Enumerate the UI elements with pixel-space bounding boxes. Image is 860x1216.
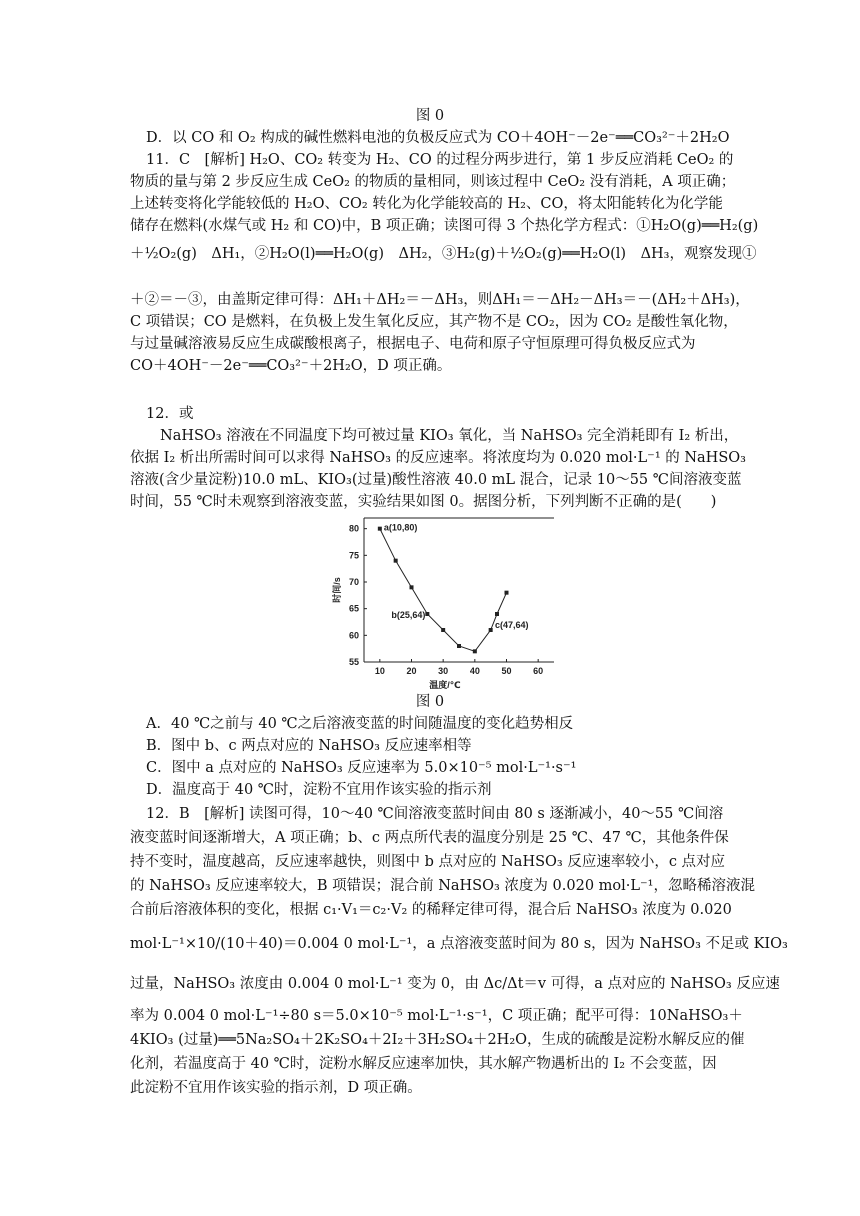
chart-svg (330, 512, 560, 692)
q12-answer-line: 的 NaHSO₃ 反应速率较大，B 项错误；混合前 NaHSO₃ 浓度为 0.020 mol·L⁻¹，忽略稀溶液混 (130, 878, 755, 894)
option-d: D．温度高于 40 ℃时，淀粉不宜用作该实验的指示剂 (146, 782, 492, 798)
point-annotation: c(47,64) (495, 620, 529, 630)
q12-answer-line: 合前后溶液体积的变化，根据 c₁·V₁＝c₂·V₂ 的稀释定律可得，混合后 NaHSO₃ 浓度为 0.020 (130, 902, 732, 918)
y-tick-label: 80 (348, 523, 359, 534)
y-tick-label: 55 (348, 657, 359, 667)
data-point (489, 628, 493, 632)
y-tick-label: 70 (348, 577, 359, 587)
q12-answer-line: 持不变时，温度越高，反应速率越快，则图中 b 点对应的 NaHSO₃ 反应速率较小，c 点对应 (130, 854, 726, 870)
q11-line: ＋½O₂(g) ΔH₁，②H₂O(l)══H₂O(g) ΔH₂，③H₂(g)＋½O₂(g)══H₂O(l) ΔH₃，观察发现① (130, 246, 757, 262)
q12-answer-line: 化剂，若温度高于 40 ℃时，淀粉水解反应速率加快，其水解产物遇析出的 I₂ 不会变蓝，因 (130, 1056, 717, 1072)
y-tick-label: 65 (348, 603, 359, 614)
option-a: A．40 ℃之前与 40 ℃之后溶液变蓝的时间随温度的变化趋势相反 (146, 716, 574, 732)
q11-line: C 项错误；CO 是燃料，在负极上发生氧化反应，其产物不是 CO₂，因为 CO₂ 是酸性氧化物， (130, 314, 738, 330)
q12-stem-line: 时间，55 ℃时未观察到溶液变蓝，实验结果如图 0。据图分析，下列判断不正确的是( ) (130, 494, 717, 510)
x-tick-label: 60 (533, 666, 544, 676)
q12-stem-line: 依据 I₂ 析出所需时间可以求得 NaHSO₃ 的反应速率。将浓度均为 0.020 mol·L⁻¹ 的 NaHSO₃ (130, 450, 746, 466)
top-figure-caption: 图 0 (415, 108, 445, 124)
data-point (441, 628, 445, 632)
x-axis-label: 温度/℃ (429, 680, 461, 690)
q11-line: 物质的量与第 2 步反应生成 CeO₂ 的物质的量相同，则该过程中 CeO₂ 没有消耗，A 项正确； (130, 174, 736, 190)
series-line (380, 529, 507, 652)
option-d-previous: D．以 CO 和 O₂ 构成的碱性燃料电池的负极反应式为 CO＋4OH⁻－2e⁻══CO₃²⁻＋2H₂O (146, 130, 730, 146)
q12-heading: 12．或 (146, 406, 194, 422)
q12-stem-line: NaHSO₃ 溶液在不同温度下均可被过量 KIO₃ 氧化，当 NaHSO₃ 完全消耗即有 I₂ 析出， (160, 428, 739, 444)
data-point (394, 559, 398, 563)
point-annotation: a(10,80) (383, 522, 418, 533)
q11-line: 储存在燃料(水煤气或 H₂ 和 CO)中，B 项正确；读图可得 3 个热化学方程式：①H₂O(g)══H₂(g) (130, 218, 759, 234)
q11-line: 上述转变将化学能较低的 H₂O、CO₂ 转化为化学能较高的 H₂、CO，将太阳能转化为化学能 (130, 196, 723, 212)
q11-line: ＋②＝－③，由盖斯定律可得：ΔH₁＋ΔH₂＝－ΔH₃，则ΔH₁＝－ΔH₂－ΔH₃＝－(ΔH₂＋ΔH₃)， (130, 292, 750, 308)
y-axis-label: 时间/s (332, 577, 342, 603)
data-point (473, 649, 477, 653)
q12-answer-line: 率为 0.004 0 mol·L⁻¹÷80 s＝5.0×10⁻⁵ mol·L⁻¹·s⁻¹，C 项正确；配平可得：10NaHSO₃＋ (130, 1008, 743, 1024)
x-tick-label: 20 (406, 666, 417, 676)
y-tick-label: 75 (348, 550, 359, 561)
q11-line: 与过量碱溶液易反应生成碳酸根离子，根据电子、电荷和原子守恒原理可得负极反应式为 (130, 336, 696, 352)
x-tick-label: 10 (374, 666, 385, 676)
option-c: C．图中 a 点对应的 NaHSO₃ 反应速率为 5.0×10⁻⁵ mol·L⁻¹·s⁻¹ (146, 760, 577, 776)
data-point (457, 644, 461, 648)
option-b: B．图中 b、c 两点对应的 NaHSO₃ 反应速率相等 (146, 738, 472, 754)
q11-line: CO＋4OH⁻－2e⁻══CO₃²⁻＋2H₂O，D 项正确。 (130, 358, 452, 374)
data-point (378, 527, 382, 531)
q12-answer-line: 此淀粉不宜用作该实验的指示剂，D 项正确。 (130, 1080, 422, 1096)
x-tick-label: 50 (501, 666, 512, 676)
q12-answer-line: 液变蓝时间逐渐增大，A 项正确；b、c 两点所代表的温度分别是 25 ℃、47 ℃，其他条件保 (130, 830, 729, 846)
q12-answer-line: 4KIO₃ (过量)══5Na₂SO₄＋2K₂SO₄＋2I₂＋3H₂SO₄＋2H₂O，生成的硫酸是淀粉水解反应的催 (130, 1032, 745, 1048)
data-point (425, 612, 429, 616)
temperature-time-chart (330, 512, 560, 692)
point-annotation: b(25,64) (391, 610, 426, 620)
chart-caption: 图 0 (415, 694, 445, 710)
x-tick-label: 40 (469, 666, 480, 676)
q12-answer-line: 12．B [解析] 读图可得，10～40 ℃间溶液变蓝时间由 80 s 逐渐减小，40～55 ℃间溶 (146, 806, 724, 822)
data-point (495, 612, 499, 616)
q11-line: 11．C [解析] H₂O、CO₂ 转变为 H₂、CO 的过程分两步进行，第 1 步反应消耗 CeO₂ 的 (146, 152, 734, 168)
q12-stem-line: 溶液(含少量淀粉)10.0 mL、KIO₃(过量)酸性溶液 40.0 mL 混合，记录 10～55 ℃间溶液变蓝 (130, 472, 742, 488)
data-point (410, 585, 414, 589)
q12-answer-line: 过量，NaHSO₃ 浓度由 0.004 0 mol·L⁻¹ 变为 0，由 Δc/Δt＝v 可得，a 点对应的 NaHSO₃ 反应速 (130, 976, 780, 992)
y-tick-label: 60 (348, 630, 359, 641)
q12-answer-line: mol·L⁻¹×10/(10＋40)＝0.004 0 mol·L⁻¹，a 点溶液变蓝时间为 80 s，因为 NaHSO₃ 不足或 KIO₃ (130, 936, 788, 952)
data-point (505, 591, 509, 595)
x-tick-label: 30 (438, 666, 449, 676)
